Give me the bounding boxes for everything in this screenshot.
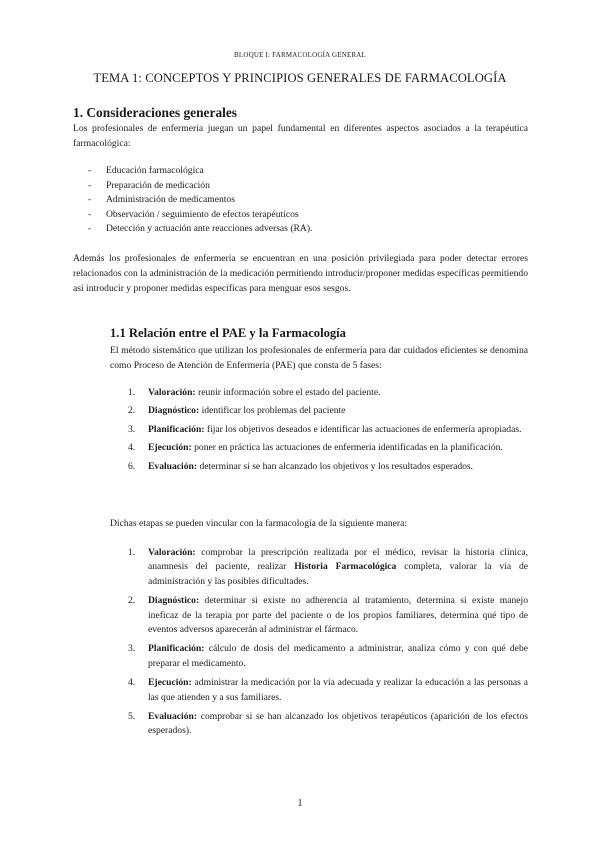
list-item: - Observación / seguimiento de efectos terapéuticos bbox=[88, 208, 312, 223]
list-item: 4. Ejecución: administrar la medicación por la vía adecuada y realizar la educación a las personas a las que atienden y a sus familiares. bbox=[128, 677, 528, 703]
bullet-dash: - bbox=[88, 194, 92, 206]
list-item: 1. Valoración: comprobar la prescripción realizada por el médico, revisar la historia clínica, anamnesis del paciente, realizar Historia Farmacológica completa, valorar la vía de administración y las posibles dificultades. bbox=[128, 547, 529, 587]
link-intro-paragraph: Dichas etapas se pueden vincular con la farmacología de la siguiente manera: bbox=[110, 518, 408, 529]
page-number: 1 bbox=[297, 798, 303, 809]
list-item: 3. Planificación: cálculo de dosis del medicamento a administrar, analiza cómo y con qué debe preparar el medicamento. bbox=[128, 643, 528, 669]
list-item: 6. Evaluación: determinar si se han alcanzado los objetivos y los resultados esperados. bbox=[128, 460, 474, 472]
page-title: TEMA 1: CONCEPTOS Y PRINCIPIOS GENERALES DE FARMACOLOGÍA bbox=[93, 71, 507, 85]
list-item: 2. Diagnóstico: identificar los problemas del paciente bbox=[128, 405, 346, 417]
bullet-dash: - bbox=[88, 165, 92, 176]
list-item: 2. Diagnóstico: determinar si existe no adherencia al tratamiento, determina si existe manejo ineficaz de la terapia por parte del paciente o de los propios familiares, determina qué tipo de eventos adversos aparecerán al administrar el fármaco. bbox=[128, 595, 528, 636]
section-intro-paragraph: Los profesionales de enfermería juegan un papel fundamental en diferentes aspectos asociados a la terapéutica farmacológica: bbox=[73, 123, 528, 149]
list-item: - Administración de medicamentos bbox=[88, 193, 312, 208]
list-item: 4. Ejecución: poner en práctica las actuaciones de enfermería identificadas en la planificación. bbox=[128, 442, 503, 454]
list-item: - Educación farmacológica bbox=[88, 164, 312, 179]
subsection-intro-paragraph: El método sistemático que utilizan los profesionales de enfermería para dar cuidados eficientes se denomina como Proceso de Atención de Enfermería (PAE) que consta de 5 fases: bbox=[110, 345, 528, 371]
list-item: - Preparación de medicación bbox=[88, 179, 312, 194]
bullet-dash: - bbox=[88, 208, 92, 220]
running-head: BLOQUE I: FARMACOLOGÍA GENERAL bbox=[233, 51, 367, 59]
bullet-list bbox=[88, 164, 312, 237]
list-item: 5. Evaluación: comprobar si se han alcanzado los objetivos terapéuticos (aparición de los efectos esperados). bbox=[128, 711, 528, 737]
subsection-heading-pae: 1.1 Relación entre el PAE y la Farmacología bbox=[110, 326, 346, 340]
list-item: 1. Valoración: reunir información sobre el estado del paciente. bbox=[128, 387, 381, 398]
linked-phases-list bbox=[128, 546, 528, 739]
bullet-dash: - bbox=[88, 223, 92, 235]
list-item: 3. Planificación: fijar los objetivos deseados e identificar las actuaciones de enfermería apropiadas. bbox=[128, 423, 522, 435]
list-item: - Detección y actuación ante reacciones adversas (RA). bbox=[88, 222, 312, 237]
bullet-dash: - bbox=[88, 179, 92, 191]
section-heading-consideraciones: 1. Consideraciones generales bbox=[73, 105, 238, 120]
body-paragraph-errores: Además los profesionales de enfermería se encuentran en una posición privilegiada para poder detectar errores relacionados con la administración de la medicación permitiendo introducir/proponer medidas específicas permitiendo así introducir y proponer medidas específicas para menguar esos sesgos. bbox=[73, 253, 528, 294]
pae-phases-list bbox=[128, 386, 528, 474]
